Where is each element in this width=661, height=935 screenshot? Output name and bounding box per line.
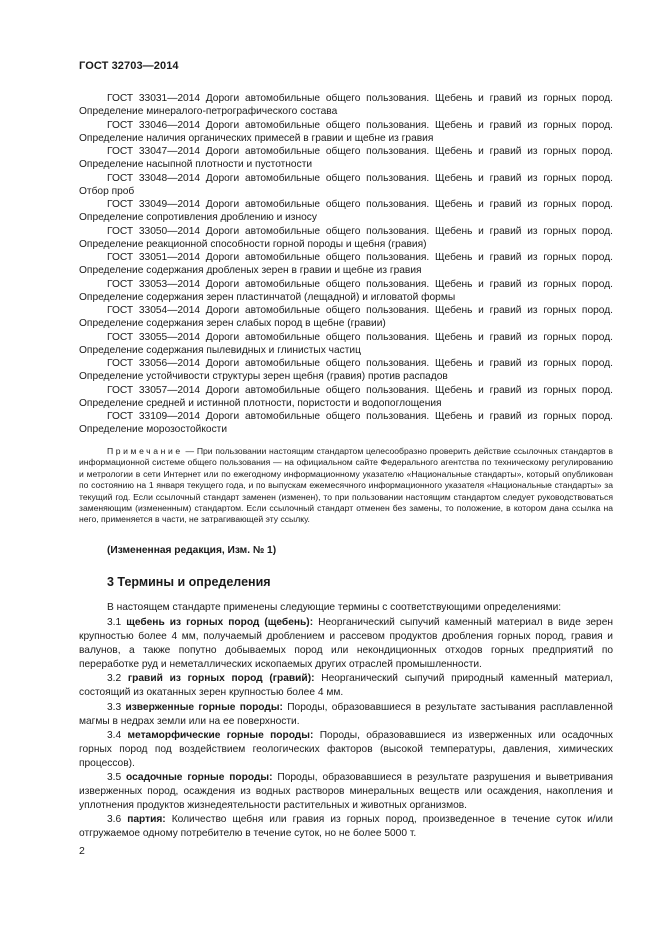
reference-item: ГОСТ 33049—2014 Дороги автомобильные общего пользования. Щебень и гравий из горных пород. Определение сопротивления дроблению и износу xyxy=(79,199,613,224)
note-text: — При пользовании настоящим стандартом целесообразно проверить действие ссылочных стандартов в информационной системе общего пользования — на официальном сайте Федерального агентства по техническому регулированию и метрологии в сети Интернет или по ежегодному информационному указателю «Национальные стандарты», который опубликован по состоянию на 1 января текущего года, и по выпускам ежемесячного информационного указателя «Национальные стандарты» за текущий год. Если ссылочный стандарт заменен (изменен), то при пользовании настоящим стандартом следует руководствоваться заменяющим (измененным) стандартом. Если ссылочный стандарт отменен без замены, то положение, в котором дана ссылка на него, применяется в части, не затрагивающей эту ссылку. xyxy=(79,446,613,525)
term-item xyxy=(79,701,613,729)
term-number: 3.6 xyxy=(107,814,122,826)
term-number: 3.3 xyxy=(107,701,122,713)
term-item xyxy=(79,729,613,771)
term-number: 3.2 xyxy=(107,673,122,685)
term-item xyxy=(79,771,613,813)
note-label: Примечание xyxy=(107,446,183,456)
term-item xyxy=(79,672,613,700)
document-code-header: ГОСТ 32703—2014 xyxy=(79,60,179,72)
reference-item: ГОСТ 33109—2014 Дороги автомобильные общего пользования. Щебень и гравий из горных пород. Определение морозостойкости xyxy=(79,411,613,436)
amendment-mark: (Измененная редакция, Изм. № 1) xyxy=(107,545,277,556)
term-name: осадочные горные породы: xyxy=(126,772,273,784)
term-definition: Породы, образовавшиеся из изверженных или осадочных горных пород под воздействием геологических факторов (высокой температуры, давления, химических процессов). xyxy=(79,729,613,769)
term-name: изверженные горные породы: xyxy=(125,701,283,713)
section-heading: 3 Термины и определения xyxy=(107,575,271,589)
reference-item: ГОСТ 33048—2014 Дороги автомобильные общего пользования. Щебень и гравий из горных пород. Отбор проб xyxy=(79,172,613,197)
note-paragraph xyxy=(79,446,613,526)
term-item xyxy=(79,813,613,841)
term-name: щебень из горных пород (щебень): xyxy=(126,617,314,628)
term-number: 3.5 xyxy=(107,772,122,784)
term-definition: Породы, образовавшиеся в результате застывания расплавленной магмы в недрах земли или на ее поверхности. xyxy=(79,701,613,727)
term-definition: Породы, образовавшиеся в результате разрушения и выветривания изверженных пород, осаждения из водных растворов минеральных веществ или осаждения, накопления и уплотнения продуктов жизнедеятельности растительных и животных организмов. xyxy=(79,772,613,812)
reference-item: ГОСТ 33051—2014 Дороги автомобильные общего пользования. Щебень и гравий из горных пород. Определение содержания дробленых зерен в гравии и щебне из гравия xyxy=(79,252,613,277)
term-definition: Неорганический сыпучий каменный материал в виде зерен крупностью более 4 мм, получаемый дроблением и рассевом продуктов дробления горных пород, гравия и валунов, а также попутно добываемых пород или некондиционных отходов горных предприятий по переработке руд и неметаллических ископаемых других отраслей промышленности. xyxy=(79,617,613,671)
reference-item: ГОСТ 33031—2014 Дороги автомобильные общего пользования. Щебень и гравий из горных пород. Определение минералого-петрографического состава xyxy=(79,93,613,118)
term-definition: Количество щебня или гравия из горных пород, произведенное в течение суток и/или отгружаемое одному потребителю в течение суток, но не более 5000 т. xyxy=(79,814,613,840)
term-item xyxy=(79,616,613,672)
reference-item: ГОСТ 33055—2014 Дороги автомобильные общего пользования. Щебень и гравий из горных пород. Определение содержания пылевидных и глинистых частиц xyxy=(79,331,613,356)
reference-item: ГОСТ 33046—2014 Дороги автомобильные общего пользования. Щебень и гравий из горных пород. Определение наличия органических примесей в гравии и щебне из гравия xyxy=(79,119,613,144)
term-number: 3.4 xyxy=(107,729,122,741)
page-number: 2 xyxy=(79,845,85,857)
terms-list xyxy=(79,616,613,842)
term-name: метаморфические горные породы: xyxy=(127,729,314,741)
normative-references-list xyxy=(79,92,613,437)
term-definition: Неорганический сыпучий природный каменный материал, состоящий из окатанных зерен крупностью более 4 мм. xyxy=(79,673,613,699)
reference-item: ГОСТ 33054—2014 Дороги автомобильные общего пользования. Щебень и гравий из горных пород. Определение содержания зерен слабых пород в щебне (гравии) xyxy=(79,305,613,330)
reference-item: ГОСТ 33056—2014 Дороги автомобильные общего пользования. Щебень и гравий из горных пород. Определение устойчивости структуры зерен щебня (гравия) против распадов xyxy=(79,358,613,383)
reference-item: ГОСТ 33050—2014 Дороги автомобильные общего пользования. Щебень и гравий из горных пород. Определение реакционной способности горной породы и щебня (гравия) xyxy=(79,225,613,250)
reference-item: ГОСТ 33047—2014 Дороги автомобильные общего пользования. Щебень и гравий из горных пород. Определение насыпной плотности и пустотности xyxy=(79,146,613,171)
section-intro: В настоящем стандарте применены следующие термины с соответствующими определениями: xyxy=(107,602,562,613)
term-number: 3.1 xyxy=(107,617,122,628)
term-name: гравий из горных пород (гравий): xyxy=(127,673,315,685)
term-name: партия: xyxy=(127,814,166,826)
reference-item: ГОСТ 33053—2014 Дороги автомобильные общего пользования. Щебень и гравий из горных пород. Определение содержания зерен пластинчатой (лещадной) и игловатой формы xyxy=(79,278,613,303)
reference-item: ГОСТ 33057—2014 Дороги автомобильные общего пользования. Щебень и гравий из горных пород. Определение средней и истинной плотности, пористости и водопоглощения xyxy=(79,384,613,409)
